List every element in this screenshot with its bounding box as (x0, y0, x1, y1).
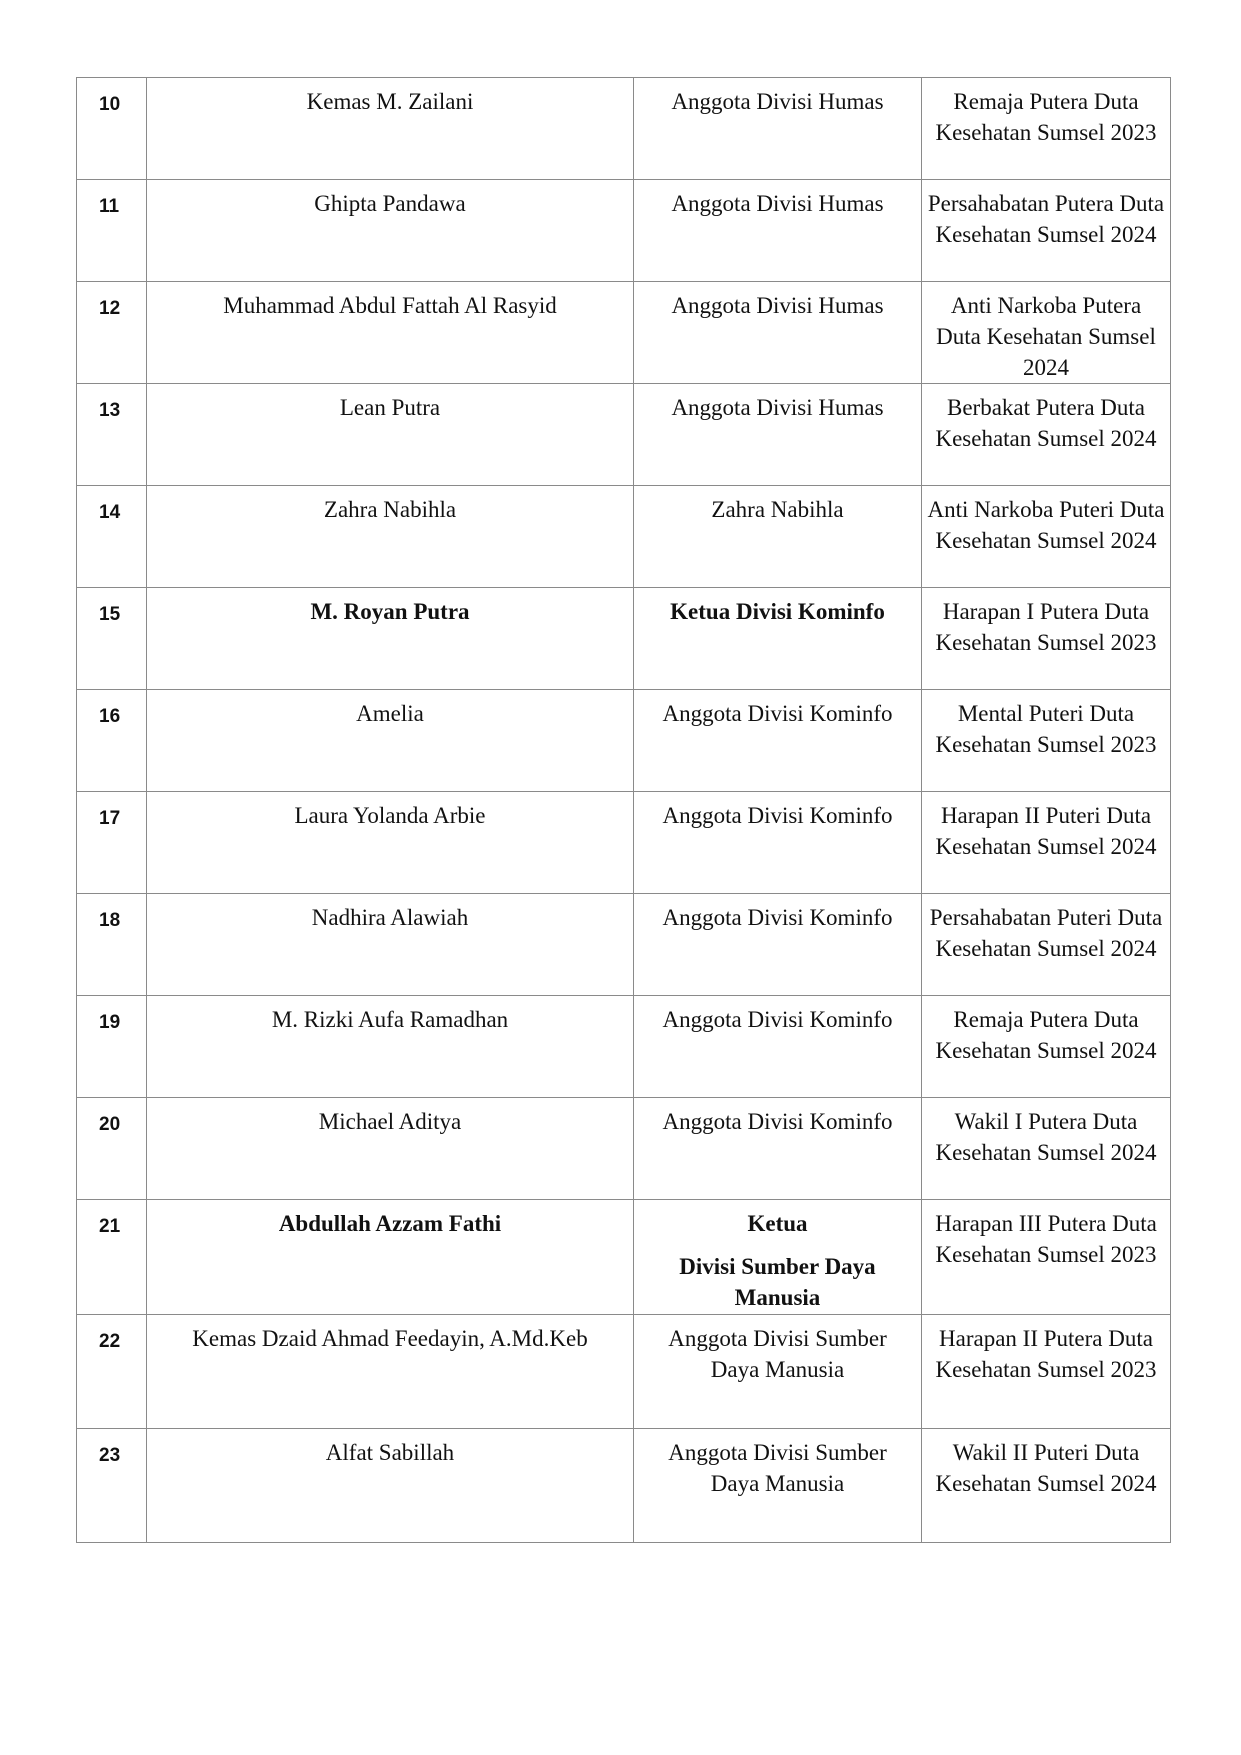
member-role: Zahra Nabihla (634, 486, 922, 588)
member-role: Anggota Divisi Kominfo (634, 894, 922, 996)
member-role-division: Divisi Sumber Daya Manusia (679, 1254, 876, 1310)
table-row (77, 588, 1171, 690)
member-title: Harapan II Putera Duta Kesehatan Sumsel 2023 (922, 1315, 1171, 1429)
row-number: 16 (77, 690, 147, 792)
member-title: Persahabatan Putera Duta Kesehatan Sumsel 2024 (922, 180, 1171, 282)
member-role: Anggota Divisi Sumber Daya Manusia (634, 1315, 922, 1429)
member-title: Wakil I Putera Duta Kesehatan Sumsel 2024 (922, 1098, 1171, 1200)
row-number: 12 (77, 282, 147, 384)
member-name: M. Rizki Aufa Ramadhan (147, 996, 634, 1098)
member-title: Berbakat Putera Duta Kesehatan Sumsel 2024 (922, 384, 1171, 486)
member-title: Wakil II Puteri Duta Kesehatan Sumsel 2024 (922, 1429, 1171, 1543)
row-number: 19 (77, 996, 147, 1098)
row-number: 11 (77, 180, 147, 282)
row-number: 21 (77, 1200, 147, 1315)
member-name: Muhammad Abdul Fattah Al Rasyid (147, 282, 634, 384)
member-role: Anggota Divisi Kominfo (634, 792, 922, 894)
member-name: Kemas Dzaid Ahmad Feedayin, A.Md.Keb (147, 1315, 634, 1429)
row-number: 17 (77, 792, 147, 894)
row-number: 23 (77, 1429, 147, 1543)
table-row (77, 894, 1171, 996)
member-role: Ketua (747, 1211, 808, 1236)
member-name: Lean Putra (147, 384, 634, 486)
member-role: Anggota Divisi Humas (634, 180, 922, 282)
row-number: 20 (77, 1098, 147, 1200)
table-row (77, 282, 1171, 384)
member-role: Anggota Divisi Humas (634, 282, 922, 384)
member-title: Remaja Putera Duta Kesehatan Sumsel 2024 (922, 996, 1171, 1098)
member-role: Ketua Divisi Kominfo (634, 588, 922, 690)
members-table (76, 77, 1171, 1543)
table-row (77, 1200, 1171, 1315)
row-number: 18 (77, 894, 147, 996)
member-role: Anggota Divisi Kominfo (634, 690, 922, 792)
member-name: Kemas M. Zailani (147, 78, 634, 180)
member-name: Nadhira Alawiah (147, 894, 634, 996)
table-row (77, 1098, 1171, 1200)
row-number: 13 (77, 384, 147, 486)
member-name: Laura Yolanda Arbie (147, 792, 634, 894)
member-name: Zahra Nabihla (147, 486, 634, 588)
member-role: Anggota Divisi Humas (634, 78, 922, 180)
table-row (77, 486, 1171, 588)
member-title: Remaja Putera Duta Kesehatan Sumsel 2023 (922, 78, 1171, 180)
member-role: Anggota Divisi Kominfo (634, 1098, 922, 1200)
member-name: Abdullah Azzam Fathi (147, 1200, 634, 1315)
member-name: Amelia (147, 690, 634, 792)
member-title: Harapan II Puteri Duta Kesehatan Sumsel 2024 (922, 792, 1171, 894)
spacer (642, 1239, 913, 1251)
member-title: Harapan I Putera Duta Kesehatan Sumsel 2023 (922, 588, 1171, 690)
member-name: Alfat Sabillah (147, 1429, 634, 1543)
member-name: Michael Aditya (147, 1098, 634, 1200)
member-role: Anggota Divisi Humas (634, 384, 922, 486)
table-row (77, 384, 1171, 486)
member-title: Mental Puteri Duta Kesehatan Sumsel 2023 (922, 690, 1171, 792)
table-row (77, 78, 1171, 180)
table-row (77, 996, 1171, 1098)
row-number: 14 (77, 486, 147, 588)
row-number: 22 (77, 1315, 147, 1429)
table-row (77, 1429, 1171, 1543)
member-role-cell (634, 1200, 922, 1315)
member-name: Ghipta Pandawa (147, 180, 634, 282)
table-row (77, 792, 1171, 894)
member-title: Persahabatan Puteri Duta Kesehatan Sumsel 2024 (922, 894, 1171, 996)
member-role: Anggota Divisi Kominfo (634, 996, 922, 1098)
row-number: 15 (77, 588, 147, 690)
table-row (77, 1315, 1171, 1429)
row-number: 10 (77, 78, 147, 180)
table-row (77, 690, 1171, 792)
member-title: Anti Narkoba Putera Duta Kesehatan Sumsel 2024 (922, 282, 1171, 384)
member-role: Anggota Divisi Sumber Daya Manusia (634, 1429, 922, 1543)
member-title: Anti Narkoba Puteri Duta Kesehatan Sumsel 2024 (922, 486, 1171, 588)
table-row (77, 180, 1171, 282)
member-name: M. Royan Putra (147, 588, 634, 690)
member-title: Harapan III Putera Duta Kesehatan Sumsel 2023 (922, 1200, 1171, 1315)
